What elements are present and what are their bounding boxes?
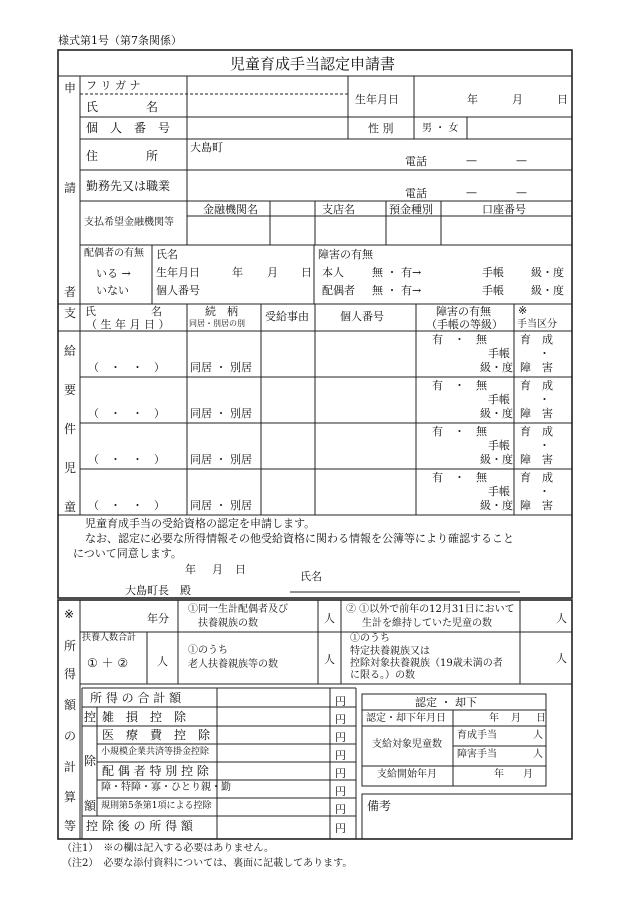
deduction-rule5: 規則第5条第1項による控除 <box>101 801 212 811</box>
child-type-ikusei-0: 育 成 <box>520 333 553 346</box>
decl-month: 月 <box>212 563 223 576</box>
income-total-yen: 円 <box>335 695 346 708</box>
spouse-grade-label: 級・度 <box>531 284 564 297</box>
disability-spouse-options[interactable]: 無 ・ 有→ <box>372 284 422 297</box>
side-label-gaku: 額 <box>64 698 77 712</box>
yen-unit-6: 円 <box>335 822 346 835</box>
elderly-label-b: 老人扶養親族等の数 <box>188 659 278 670</box>
work-tel-dash-1: — <box>466 186 477 199</box>
deduction-gaku: 額 <box>84 799 97 813</box>
child-cohabit-3[interactable]: 同居 ・ 別居 <box>190 499 252 512</box>
child-grade-3: 級・度 <box>480 499 513 512</box>
tel-label: 電話 <box>405 155 427 168</box>
side-label-shi: 支 <box>64 306 77 320</box>
deduction-kou: 控 <box>84 710 97 724</box>
col-child-name: 氏 名 <box>85 305 162 318</box>
disability-self-options[interactable]: 無 ・ 有→ <box>372 266 422 279</box>
specific-label-b: 特定扶養親族又は <box>350 646 430 657</box>
child-grade-0: 級・度 <box>480 361 513 374</box>
note-1: （注1） ※の欄は記入する必要はありません。 <box>62 843 274 854</box>
self-grade-label: 級・度 <box>531 266 564 279</box>
work-tel-label: 電話 <box>405 187 427 200</box>
start-year: 年 <box>494 769 504 780</box>
col-disability-sub: （手帳の等級） <box>426 318 503 331</box>
approval-year: 年 <box>489 713 499 724</box>
income-mark: ※ <box>64 607 75 621</box>
count1-label-b: 扶養親族の数 <box>198 618 258 629</box>
deduction-medical: 医 療 費 控 除 <box>102 728 211 742</box>
start-month: 月 <box>523 769 533 780</box>
col-disability: 障害の有無 <box>436 305 491 318</box>
sex-options[interactable]: 男 ・ 女 <box>422 123 459 134</box>
col-mynumber: 個人番号 <box>340 310 384 323</box>
child-type-ikusei-3: 育 成 <box>520 471 553 484</box>
side-label-toku: 得 <box>64 667 77 681</box>
col-mark: ※ <box>518 304 528 317</box>
shogai-allowance-label: 障害手当 <box>457 749 497 760</box>
remarks-label: 備考 <box>367 799 392 813</box>
spouse-month: 月 <box>267 266 278 279</box>
specific-unit: 人 <box>556 652 567 665</box>
side-label-you: 要 <box>64 383 77 397</box>
child-type-shogai-3: 障 害 <box>520 499 553 512</box>
spouse-year: 年 <box>232 266 243 279</box>
specific-label-d: に限る。）の数 <box>350 670 415 681</box>
yen-unit-5: 円 <box>335 803 346 816</box>
disability-label: 障害の有無 <box>318 248 373 261</box>
child-type-shogai-2: 障 害 <box>520 453 553 466</box>
address-label: 住 所 <box>86 149 159 163</box>
income-after-label: 控 除 後 の 所 得 額 <box>86 819 193 833</box>
col-allowance-type: 手当区分 <box>517 319 557 330</box>
child-type-shogai-0: 障 害 <box>520 361 553 374</box>
spouse-no[interactable]: いない <box>96 284 129 297</box>
income-total-label: 所 得 の 合 計 額 <box>90 691 182 705</box>
bank-col-branch: 支店名 <box>322 203 355 216</box>
side-label-dou: 童 <box>64 500 77 514</box>
child-grade-1: 級・度 <box>480 407 513 420</box>
side-label-kyu: 給 <box>64 344 77 358</box>
tel-dash-2: — <box>516 154 527 167</box>
declaration-line-2: なお、認定に必要な所得情報その他受給資格に関わる情報を公簿等により確認すること <box>85 532 514 545</box>
mayor-address: 大島町長 殿 <box>125 584 191 597</box>
form-number: 様式第1号（第7条関係） <box>58 34 182 47</box>
child-birth-3: （ ・ ・ ） <box>88 499 165 512</box>
disability-self-label: 本人 <box>322 266 344 279</box>
count2-label-b: 生計を維持していた児童の数 <box>362 618 492 629</box>
income-year-label: 年分 <box>147 612 169 625</box>
col-relation-sub: 同居・別居の別 <box>189 319 245 328</box>
approval-header: 認定 ・ 却下 <box>415 696 477 709</box>
signature-label: 氏名 <box>300 570 322 583</box>
yen-unit-2: 円 <box>335 749 346 762</box>
child-grade-2: 級・度 <box>480 453 513 466</box>
yen-unit-1: 円 <box>335 731 346 744</box>
child-type-dot-3: ・ <box>539 485 550 498</box>
child-birth-0: （ ・ ・ ） <box>88 361 165 374</box>
spouse-yes[interactable]: いる → <box>96 267 131 280</box>
bank-col-name: 金融機関名 <box>203 203 258 216</box>
bank-label: 支払希望金融機関等 <box>84 217 174 228</box>
approval-month: 月 <box>511 713 521 724</box>
child-disability-2[interactable]: 有 ・ 無 <box>432 425 487 438</box>
elderly-unit: 人 <box>324 653 335 666</box>
child-disability-0[interactable]: 有 ・ 無 <box>432 333 487 346</box>
spouse-name-label: 氏名 <box>156 248 178 261</box>
deduction-disability-etc: 障・特障・寡・ひとり親・勤 <box>101 782 231 793</box>
elderly-label-a: ①のうち <box>188 645 228 656</box>
child-type-ikusei-1: 育 成 <box>520 379 553 392</box>
count2-unit: 人 <box>556 612 567 625</box>
work-tel-dash-2: — <box>516 186 527 199</box>
side-label-san: 算 <box>64 790 77 804</box>
yen-unit-0: 円 <box>335 713 346 726</box>
spouse-birth-label: 生年月日 <box>156 266 200 279</box>
specific-label-a: ①のうち <box>350 633 390 644</box>
dependents-total-unit: 人 <box>157 655 168 668</box>
side-label-shin: 申 <box>64 81 77 95</box>
spouse-label: 配偶者の有無 <box>84 248 144 259</box>
ikusei-allowance-label: 育成手当 <box>457 730 497 741</box>
count1-unit: 人 <box>324 612 335 625</box>
child-birth-2: （ ・ ・ ） <box>88 453 165 466</box>
declaration-line-1: 児童育成手当の受給資格の認定を申請します。 <box>85 517 316 530</box>
side-label-ji: 児 <box>64 461 77 475</box>
child-cohabit-2[interactable]: 同居 ・ 別居 <box>190 453 252 466</box>
dependents-total-label: 扶養人数合計 <box>82 633 137 643</box>
child-techo-3: 手帳 <box>488 485 510 498</box>
birthdate-label: 生年月日 <box>355 93 399 106</box>
deduction-casualty: 雑 損 控 除 <box>102 710 187 724</box>
yen-unit-4: 円 <box>335 785 346 798</box>
side-label-sei: 請 <box>64 181 77 195</box>
child-techo-1: 手帳 <box>488 393 510 406</box>
spouse-day: 日 <box>301 266 312 279</box>
approval-date-label: 認定・却下年月日 <box>366 713 446 724</box>
col-child-birth: （ 生 年 月 日 ） <box>86 318 170 331</box>
name-label: 氏 名 <box>86 100 159 114</box>
decl-year: 年 <box>185 563 196 576</box>
child-type-dot-0: ・ <box>539 347 550 360</box>
child-type-ikusei-2: 育 成 <box>520 425 553 438</box>
disability-spouse-label: 配偶者 <box>322 284 355 297</box>
side-label-no: の <box>64 729 77 743</box>
start-month-label: 支給開始年月 <box>377 769 437 780</box>
approval-day: 日 <box>536 713 546 724</box>
child-disability-1[interactable]: 有 ・ 無 <box>432 379 487 392</box>
dependents-total-formula: ① ＋ ② <box>87 656 129 670</box>
bank-col-type: 預金種別 <box>389 203 433 216</box>
address-value: 大島町 <box>190 141 223 154</box>
page-title: 児童育成手当認定申請書 <box>230 55 396 73</box>
birth-day: 日 <box>557 93 568 106</box>
work-label: 勤務先又は職業 <box>86 179 171 193</box>
child-type-dot-2: ・ <box>539 439 550 452</box>
child-techo-2: 手帳 <box>488 439 510 452</box>
mynumber-label: 個 人 番 号 <box>86 121 171 135</box>
furigana-label: フ リ ガ ナ <box>86 79 141 92</box>
deduction-spouse: 配 偶 者 特 別 控 除 <box>102 764 209 778</box>
note-2: （注2） 必要な添付資料については、裏面に記載してあります。 <box>62 858 353 869</box>
birth-month: 月 <box>512 93 523 106</box>
shogai-unit: 人 <box>533 749 543 760</box>
side-label-kei: 計 <box>64 760 77 774</box>
yen-unit-3: 円 <box>335 767 346 780</box>
child-techo-0: 手帳 <box>488 347 510 360</box>
side-label-sha: 者 <box>64 285 77 299</box>
child-birth-1: （ ・ ・ ） <box>88 407 165 420</box>
side-label-sho: 所 <box>64 639 77 653</box>
eligible-count-label: 支給対象児童数 <box>372 739 442 750</box>
col-relation: 続 柄 <box>205 305 238 318</box>
birth-year: 年 <box>467 93 478 106</box>
child-type-dot-1: ・ <box>539 393 550 406</box>
child-disability-3[interactable]: 有 ・ 無 <box>432 471 487 484</box>
declaration-line-3: について同意します。 <box>73 547 182 560</box>
child-cohabit-1[interactable]: 同居 ・ 別居 <box>190 407 252 420</box>
child-cohabit-0[interactable]: 同居 ・ 別居 <box>190 361 252 374</box>
ikusei-unit: 人 <box>533 730 543 741</box>
specific-label-c: 控除対象扶養親族（19歳未満の者 <box>350 658 503 669</box>
spouse-mynumber-label: 個人番号 <box>156 284 200 297</box>
self-techo-label: 手帳 <box>482 266 504 279</box>
spouse-techo-label: 手帳 <box>482 284 504 297</box>
col-reason: 受給事由 <box>265 310 309 323</box>
decl-day: 日 <box>235 563 246 576</box>
bank-col-account: 口座番号 <box>482 203 526 216</box>
count1-label-a: ①同一生計配偶者及び <box>188 604 288 615</box>
deduction-smallbiz: 小規模企業共済等掛金控除 <box>101 747 210 757</box>
deduction-jo: 除 <box>84 754 97 768</box>
count2-label-a: ② ①以外で前年の12月31日において <box>346 604 515 615</box>
child-type-shogai-1: 障 害 <box>520 407 553 420</box>
sex-label: 性 別 <box>368 122 394 135</box>
side-label-tou: 等 <box>64 819 77 833</box>
tel-dash-1: — <box>466 154 477 167</box>
side-label-ken: 件 <box>64 422 77 436</box>
